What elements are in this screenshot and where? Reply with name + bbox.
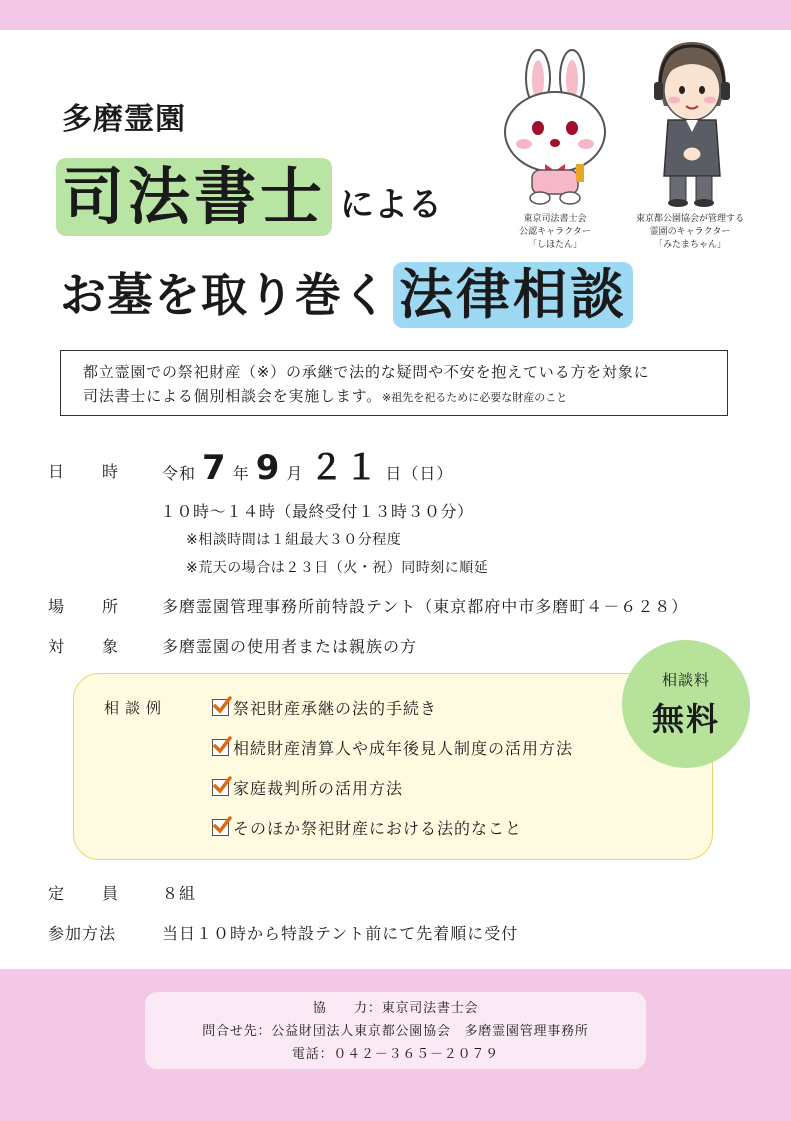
intro-note: ※祖先を祀るために必要な財産のこと xyxy=(382,391,568,404)
date-day: ２１ xyxy=(309,448,380,488)
subtitle-prefix: お墓を取り巻く xyxy=(60,268,389,322)
examples-label: 相談例 xyxy=(104,699,168,717)
phone-text: 電話：０４２－３６５－２０７９ xyxy=(291,1047,499,1062)
event-date: 令和 7 年 9 月 ２１ 日（日） xyxy=(162,448,454,488)
date-label: 日 時 xyxy=(48,462,121,481)
title-suffix: による xyxy=(340,185,443,225)
top-band xyxy=(0,0,791,30)
target-value: 多磨霊園の使用者または親族の方 xyxy=(162,637,418,656)
intro-line-2: 司法書士による個別相談会を実施します。 xyxy=(83,387,383,405)
fee-label: 相談料 xyxy=(661,670,710,689)
list-item: 祭祀財産承継の法的手続き xyxy=(212,696,437,719)
checkbox-icon xyxy=(212,739,229,756)
date-month: 9 xyxy=(255,448,281,488)
intro-line-1: 都立霊園での祭祀財産（※）の承継で法的な疑問や不安を抱えている方を対象に xyxy=(83,363,650,381)
title-highlight: 司法書士 xyxy=(56,158,332,236)
footer-contact-box xyxy=(145,992,646,1069)
contact-text: 問合せ先：公益財団法人東京都公園協会 多磨霊園管理事務所 xyxy=(202,1024,589,1039)
weather-note: ※荒天の場合は２３日（火・祝）同時刻に順延 xyxy=(186,560,489,576)
method-value: 当日１０時から特設テント前にて先着順に受付 xyxy=(162,924,519,943)
event-time: １０時～１４時（最終受付１３時３０分） xyxy=(160,502,474,521)
fee-badge xyxy=(622,640,750,768)
cooperation-text: 協 力：東京司法書士会 xyxy=(312,1001,479,1016)
method-label: 参加方法 xyxy=(48,924,117,943)
checkbox-icon xyxy=(212,819,229,836)
main-title xyxy=(56,158,442,236)
place-value: 多磨霊園管理事務所前特設テント（東京都府中市多磨町４－６２８） xyxy=(162,597,689,616)
intro-box xyxy=(60,350,728,416)
list-item: 相続財産清算人や成年後見人制度の活用方法 xyxy=(212,736,573,759)
subtitle-highlight: 法律相談 xyxy=(393,262,633,328)
capacity-label: 定 員 xyxy=(48,884,121,903)
capacity-value: ８組 xyxy=(162,884,197,903)
list-item: 家庭裁判所の活用方法 xyxy=(212,776,403,799)
time-note: ※相談時間は１組最大３０分程度 xyxy=(186,532,402,548)
date-year: 7 xyxy=(202,448,227,488)
target-label: 対 象 xyxy=(48,637,121,656)
list-item: そのほか祭祀財産における法的なこと xyxy=(212,816,522,839)
place-label: 場 所 xyxy=(48,597,121,616)
staff-mascot-icon xyxy=(640,36,740,212)
rabbit-caption: 東京司法書士会 公認キャラクター 「しほたん」 xyxy=(519,214,591,250)
venue-name: 多磨霊園 xyxy=(62,102,186,137)
subtitle xyxy=(60,262,633,328)
rabbit-mascot-icon xyxy=(500,46,610,215)
checkbox-icon xyxy=(212,779,229,796)
fee-value: 無料 xyxy=(651,699,720,738)
checkbox-icon xyxy=(212,699,229,716)
staff-caption: 東京都公園協会が管理する 霊園のキャラクター 「みたまちゃん」 xyxy=(635,214,744,250)
